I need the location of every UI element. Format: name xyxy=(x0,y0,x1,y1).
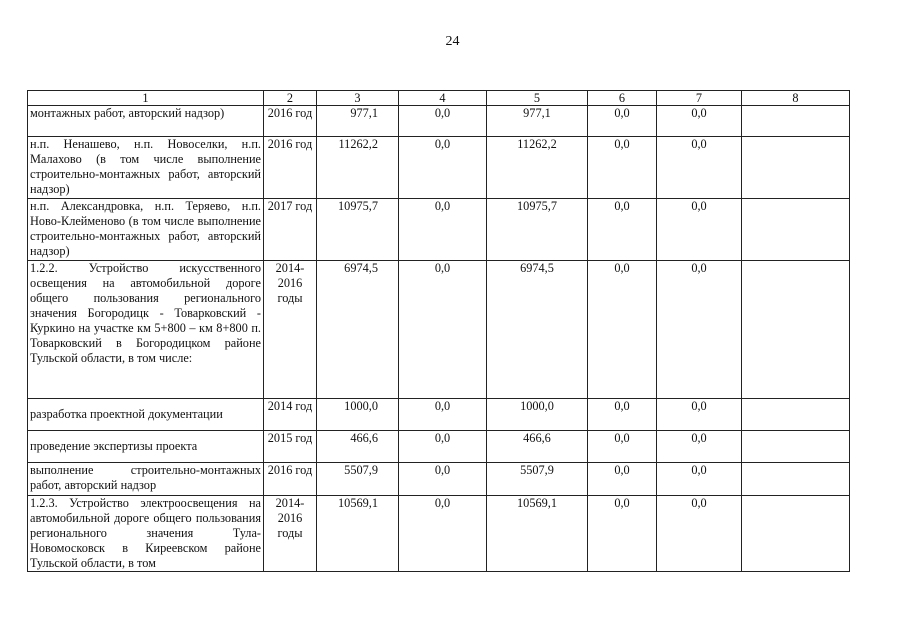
cell-col7: 0,0 xyxy=(657,106,742,137)
cell-col6: 0,0 xyxy=(588,463,657,496)
cell-col3: 466,6 xyxy=(317,431,399,463)
row-description: 1.2.2. Устройство искусственного освещения на автомобильной дороге общего пользования регионального значения Богородицк - Товарковский - Куркино на участке км 5+800 – км 8+800 п. Товарковский в Богородицком районе Тульской области, в том числе: xyxy=(28,261,264,399)
cell-col8 xyxy=(742,431,850,463)
row-description: разработка проектной документации xyxy=(28,399,264,431)
cell-col8 xyxy=(742,137,850,199)
table-row xyxy=(28,261,850,399)
row-year: 2016 год xyxy=(264,463,317,496)
page-number: 24 xyxy=(445,34,460,49)
cell-col8 xyxy=(742,199,850,261)
cell-col7: 0,0 xyxy=(657,261,742,399)
column-header: 5 xyxy=(487,91,588,106)
cell-col5: 6974,5 xyxy=(487,261,588,399)
column-header: 1 xyxy=(28,91,264,106)
cell-col4: 0,0 xyxy=(399,106,487,137)
cell-col8 xyxy=(742,399,850,431)
column-header: 2 xyxy=(264,91,317,106)
row-year: 2014-2016 годы xyxy=(264,261,317,399)
cell-col6: 0,0 xyxy=(588,399,657,431)
budget-table xyxy=(27,90,850,572)
cell-col5: 977,1 xyxy=(487,106,588,137)
cell-col7: 0,0 xyxy=(657,399,742,431)
cell-col8 xyxy=(742,261,850,399)
table-header-row xyxy=(28,91,850,106)
cell-col7: 0,0 xyxy=(657,463,742,496)
cell-col6: 0,0 xyxy=(588,137,657,199)
cell-col7: 0,0 xyxy=(657,199,742,261)
table-row xyxy=(28,399,850,431)
cell-col8 xyxy=(742,496,850,572)
column-header: 6 xyxy=(588,91,657,106)
table-row xyxy=(28,137,850,199)
cell-col4: 0,0 xyxy=(399,137,487,199)
cell-col4: 0,0 xyxy=(399,261,487,399)
cell-col3: 1000,0 xyxy=(317,399,399,431)
table-row xyxy=(28,431,850,463)
cell-col5: 10975,7 xyxy=(487,199,588,261)
cell-col4: 0,0 xyxy=(399,399,487,431)
cell-col3: 10975,7 xyxy=(317,199,399,261)
cell-col4: 0,0 xyxy=(399,463,487,496)
column-header: 8 xyxy=(742,91,850,106)
cell-col6: 0,0 xyxy=(588,496,657,572)
cell-col7: 0,0 xyxy=(657,137,742,199)
row-year: 2015 год xyxy=(264,431,317,463)
cell-col6: 0,0 xyxy=(588,261,657,399)
cell-col5: 466,6 xyxy=(487,431,588,463)
cell-col6: 0,0 xyxy=(588,431,657,463)
cell-col4: 0,0 xyxy=(399,199,487,261)
cell-col5: 11262,2 xyxy=(487,137,588,199)
column-header: 3 xyxy=(317,91,399,106)
row-year: 2014 год xyxy=(264,399,317,431)
row-description: проведение экспертизы проекта xyxy=(28,431,264,463)
column-header: 7 xyxy=(657,91,742,106)
cell-col8 xyxy=(742,106,850,137)
column-header: 4 xyxy=(399,91,487,106)
row-description: выполнение строительно-монтажных работ, авторский надзор xyxy=(28,463,264,496)
row-year: 2017 год xyxy=(264,199,317,261)
row-year: 2014-2016 годы xyxy=(264,496,317,572)
cell-col5: 10569,1 xyxy=(487,496,588,572)
row-year: 2016 год xyxy=(264,106,317,137)
cell-col3: 11262,2 xyxy=(317,137,399,199)
cell-col6: 0,0 xyxy=(588,106,657,137)
cell-col8 xyxy=(742,463,850,496)
table-row xyxy=(28,199,850,261)
cell-col3: 977,1 xyxy=(317,106,399,137)
cell-col6: 0,0 xyxy=(588,199,657,261)
table-row xyxy=(28,106,850,137)
cell-col3: 5507,9 xyxy=(317,463,399,496)
cell-col5: 5507,9 xyxy=(487,463,588,496)
table-row xyxy=(28,496,850,572)
table-row xyxy=(28,463,850,496)
cell-col4: 0,0 xyxy=(399,431,487,463)
cell-col5: 1000,0 xyxy=(487,399,588,431)
row-year: 2016 год xyxy=(264,137,317,199)
cell-col7: 0,0 xyxy=(657,431,742,463)
cell-col3: 6974,5 xyxy=(317,261,399,399)
row-description: 1.2.3. Устройство электроосвещения на автомобильной дороге общего пользования регионального значения Тула-Новомосковск в Киреевском районе Тульской области, в том xyxy=(28,496,264,572)
cell-col4: 0,0 xyxy=(399,496,487,572)
row-description: н.п. Ненашево, н.п. Новоселки, н.п. Малахово (в том числе выполнение строительно-монтажных работ, авторский надзор) xyxy=(28,137,264,199)
cell-col7: 0,0 xyxy=(657,496,742,572)
row-description: монтажных работ, авторский надзор) xyxy=(28,106,264,137)
row-description: н.п. Александровка, н.п. Теряево, н.п. Ново-Клейменово (в том числе выполнение строительно-монтажных работ, авторский надзор) xyxy=(28,199,264,261)
cell-col3: 10569,1 xyxy=(317,496,399,572)
